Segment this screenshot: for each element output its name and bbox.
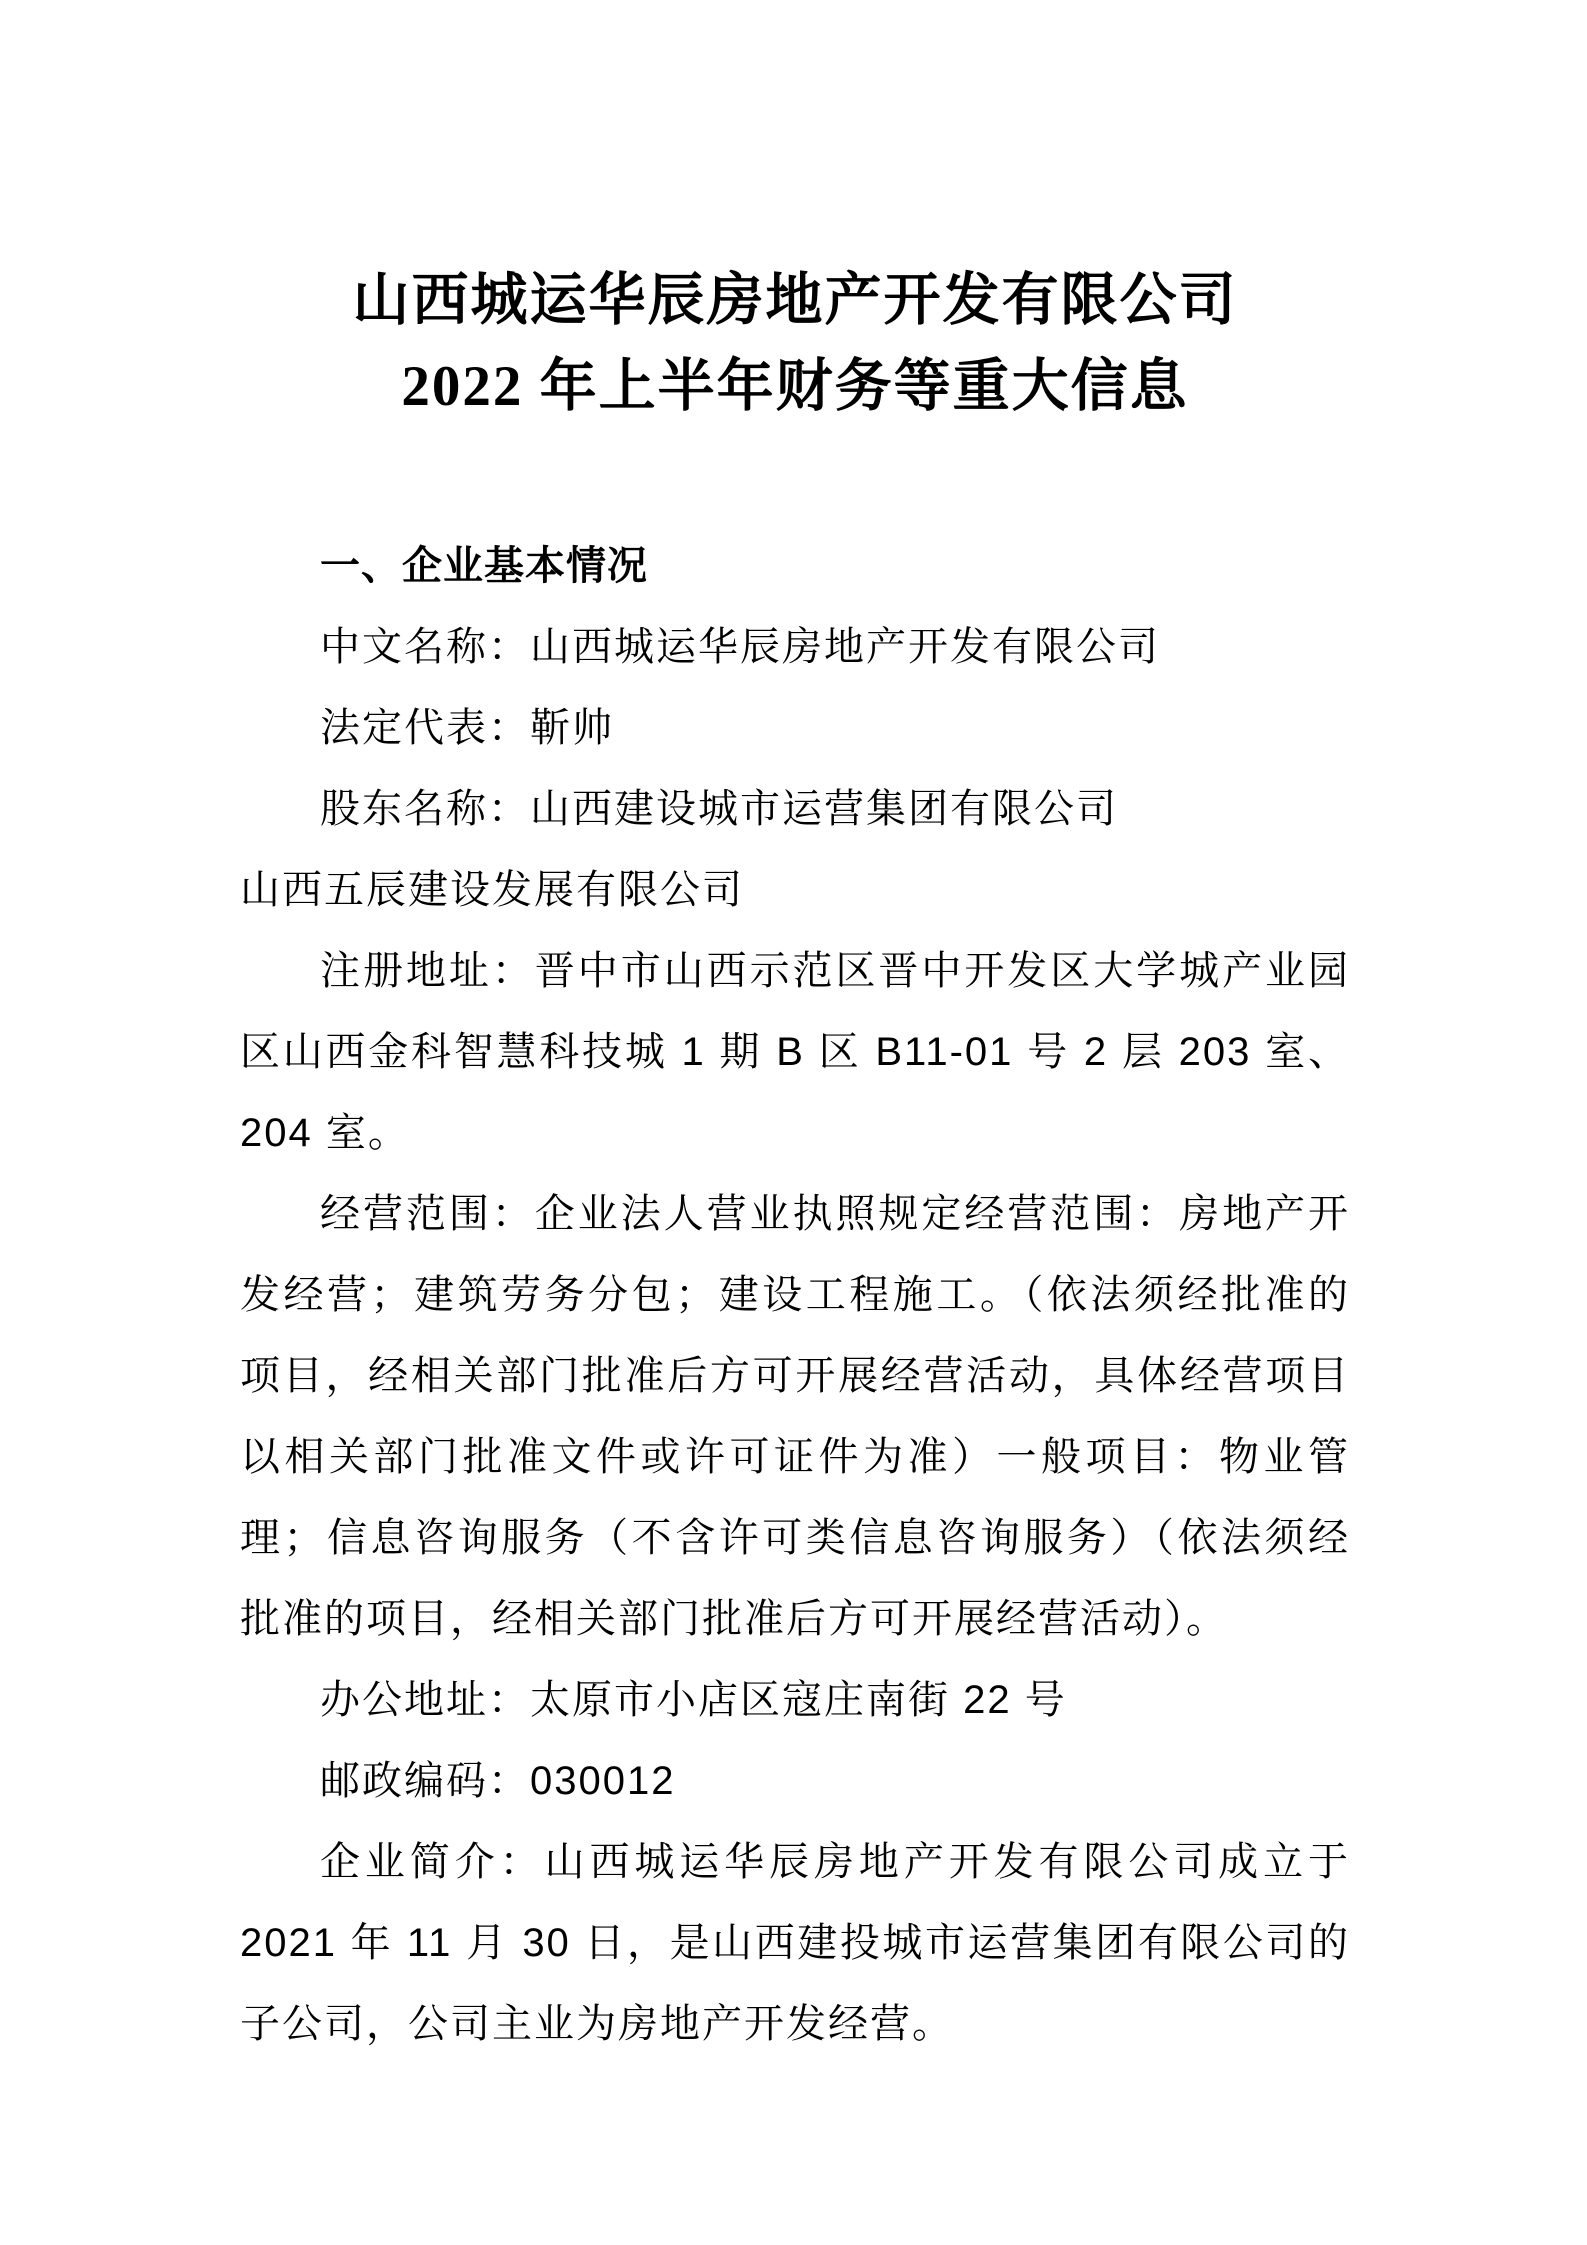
title-line-1: 山西城运华辰房地产开发有限公司 bbox=[352, 269, 1238, 332]
title-line-2: 2022 年上半年财务等重大信息 bbox=[401, 355, 1189, 418]
field-chinese-name: 中文名称：山西城运华辰房地产开发有限公司 bbox=[320, 625, 1160, 669]
field-shareholder-1: 股东名称：山西建设城市运营集团有限公司 bbox=[320, 787, 1118, 831]
field-company-profile: 企业简介：山西城运华辰房地产开发有限公司成立于 2021 年 11 月 30 日，是山西建投城市运营集团有限公司的子公司，公司主业为房地产开发经营。 bbox=[240, 1840, 1350, 2046]
document-title bbox=[240, 258, 1350, 430]
field-shareholder-2: 山西五辰建设发展有限公司 bbox=[240, 868, 744, 912]
section-heading: 一、企业基本情况 bbox=[320, 544, 648, 588]
field-postal-code: 邮政编码：030012 bbox=[320, 1759, 676, 1803]
field-legal-representative: 法定代表：靳帅 bbox=[320, 706, 614, 750]
field-registered-address: 注册地址：晋中市山西示范区晋中开发区大学城产业园区山西金科智慧科技城 1 期 B 区 B11-01 号 2 层 203 室、204 室。 bbox=[240, 949, 1350, 1155]
field-business-scope: 经营范围：企业法人营业执照规定经营范围：房地产开发经营；建筑劳务分包；建设工程施工。（依法须经批准的项目，经相关部门批准后方可开展经营活动，具体经营项目以相关部门批准文件或许可证件为准）一般项目：物业管理；信息咨询服务（不含许可类信息咨询服务）（依法须经批准的项目，经相关部门批准后方可开展经营活动）。 bbox=[240, 1192, 1350, 1641]
document-body bbox=[240, 526, 1350, 2065]
field-office-address: 办公地址：太原市小店区寇庄南街 22 号 bbox=[320, 1678, 1067, 1722]
